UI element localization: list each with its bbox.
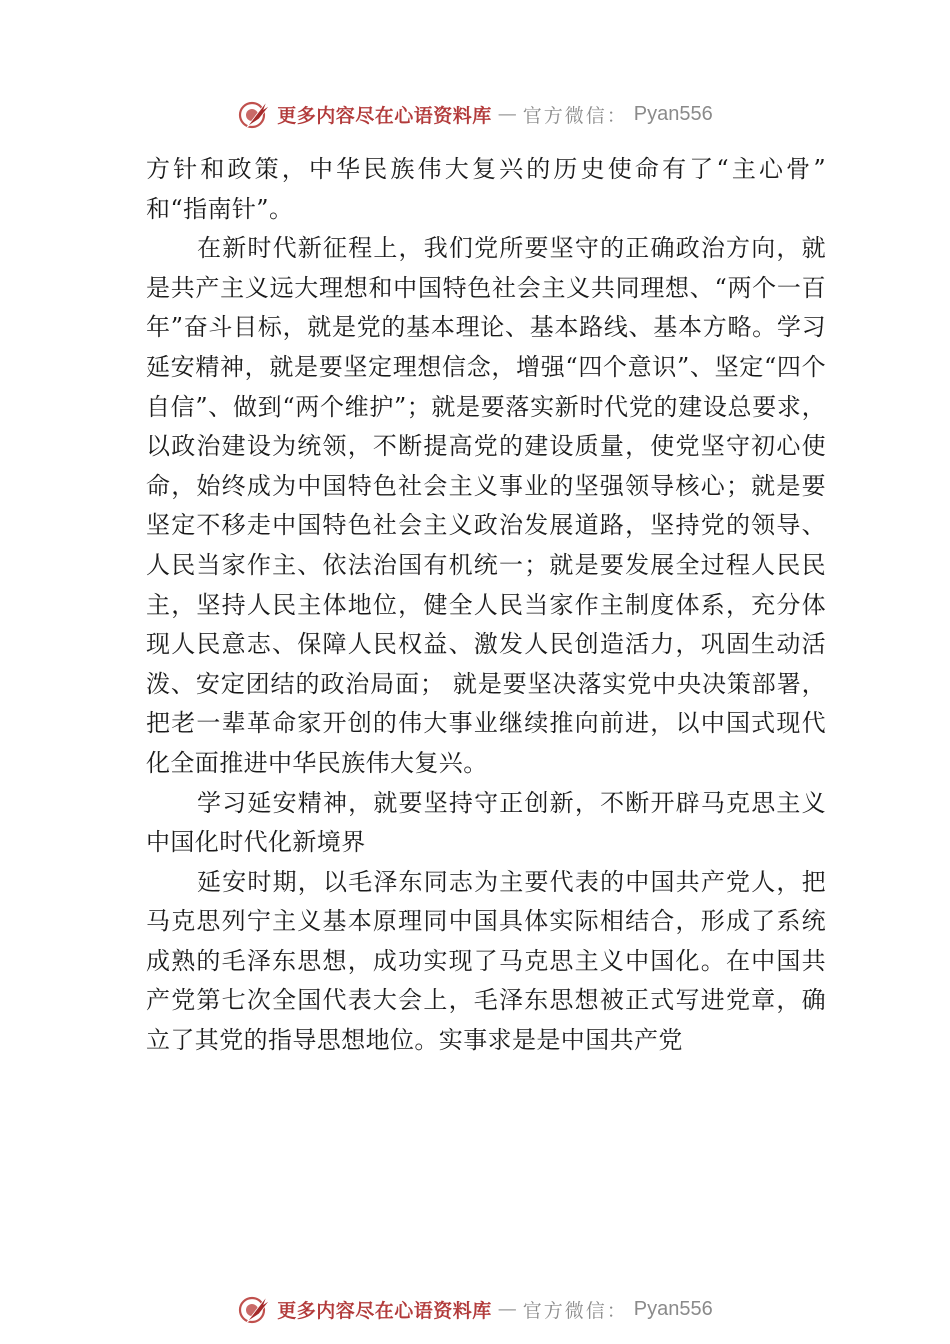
watermark-handle: Pyan556 (633, 102, 713, 125)
watermark-dash: — (497, 103, 517, 125)
watermark-brand: 更多内容尽在心语资料库 (277, 104, 492, 127)
section-heading: 学习延安精神，就要坚持守正创新，不断开辟马克思主义中国化时代化新境界 (146, 788, 826, 857)
watermark-handle: Pyan556 (633, 1297, 713, 1320)
watermark-label: 官方微信： (522, 1299, 628, 1322)
paragraph-3: 延安时期，以毛泽东同志为主要代表的中国共产党人，把马克思列宁主义基本原理同中国具体实际相结合，形成了系统成熟的毛泽东思想，成功实现了马克思主义中国化。在中国共产党第七次全国代表大会上，毛泽东思想被正式写进党章，确立了其党的指导思想地位。实事求是是中国共产党 (146, 867, 826, 1055)
watermark-brand: 更多内容尽在心语资料库 (277, 1299, 492, 1322)
quill-logo-icon (237, 97, 271, 131)
document-body (146, 150, 826, 1061)
footer-watermark (0, 1289, 950, 1329)
paragraph-2: 在新时代新征程上，我们党所要坚守的正确政治方向，就是共产主义远大理想和中国特色社会主义共同理想、“两个一百年”奋斗目标，就是党的基本理论、基本路线、基本方略。学习延安精神，就是要坚定理想信念，增强“四个意识”、坚定“四个自信”、做到“两个维护”；就是要落实新时代党的建设总要求，以政治建设为统领，不断提高党的建设质量，使党坚守初心使命，始终成为中国特色社会主义事业的坚强领导核心；就是要坚定不移走中国特色社会主义政治发展道路，坚持党的领导、人民当家作主、依法治国有机统一；就是要发展全过程人民民主，坚持人民主体地位，健全人民当家作主制度体系，充分体现人民意志、保障人民权益、激发人民创造活力，巩固生动活泼、安定团结的政治局面； 就是要坚决落实党中央决策部署，把老一辈革命家开创的伟大事业继续推向前进，以中国式现代化全面推进中华民族伟大复兴。 (146, 234, 826, 777)
paragraph-1: 方针和政策，中华民族伟大复兴的历史使命有了“主心骨” 和“指南针”。 (146, 155, 826, 223)
quill-logo-icon (237, 1292, 271, 1326)
watermark-label: 官方微信： (522, 104, 628, 127)
header-watermark (0, 94, 950, 134)
watermark-dash: — (497, 1298, 517, 1320)
